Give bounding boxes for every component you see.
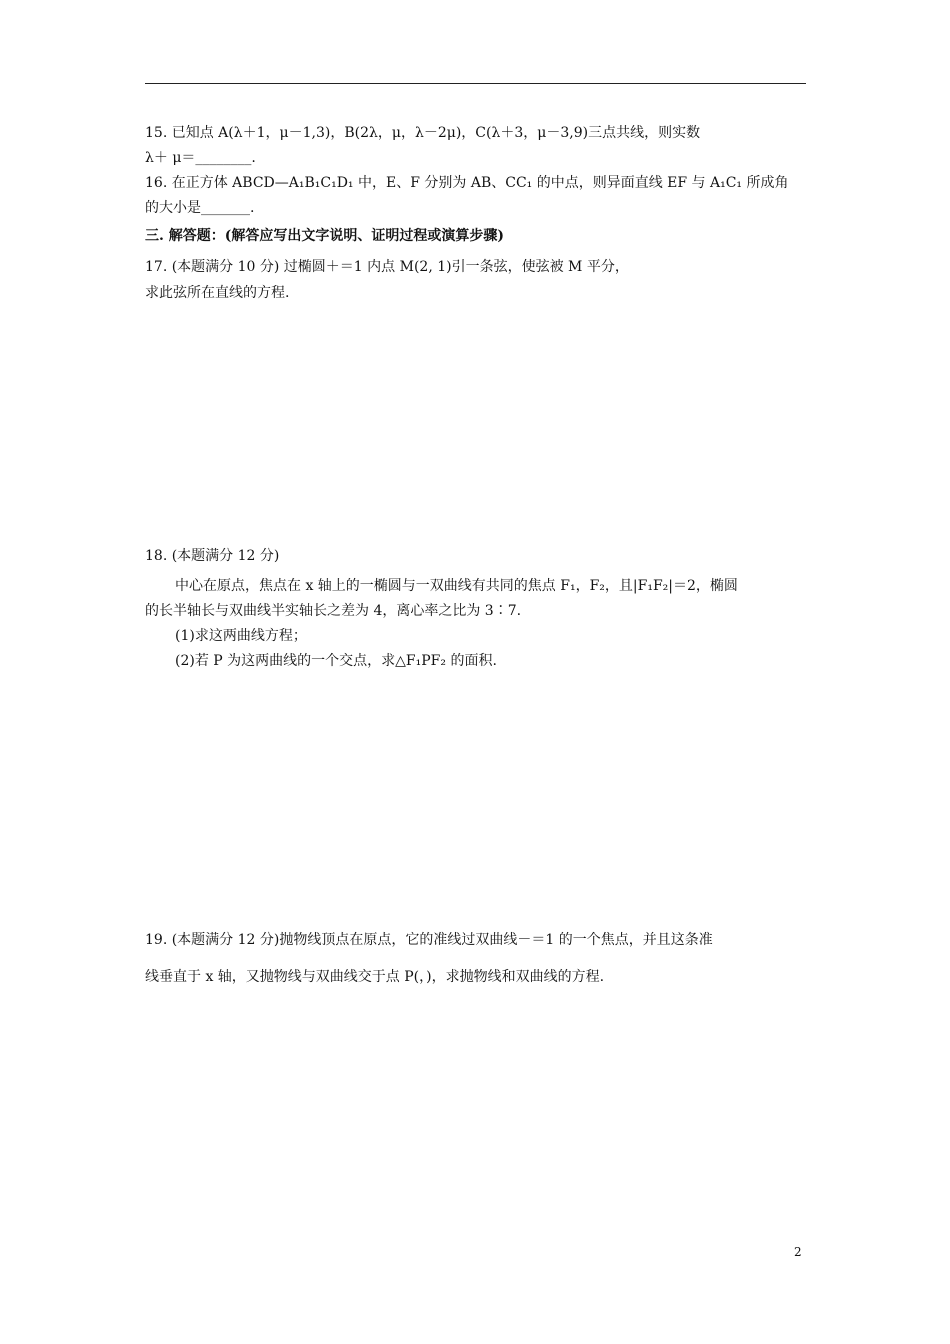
q15-line-1: 15. 已知点 A(λ＋1，μ－1,3)，B(2λ，μ，λ－2μ)，C(λ＋3，μ－3,9)三点共线，则实数 xyxy=(145,125,701,141)
q15-line-2: λ＋ μ＝________. xyxy=(145,150,256,166)
q17-line-1: 17. (本题满分 10 分) 过椭圆＋＝1 内点 M(2, 1)引一条弦，使弦被 M 平分， xyxy=(145,259,629,275)
section-heading: 三. 解答题：(解答应写出文字说明、证明过程或演算步骤) xyxy=(145,228,504,244)
header-rule xyxy=(145,83,806,84)
q19-line-1: 19. (本题满分 12 分)抛物线顶点在原点，它的准线过双曲线－＝1 的一个焦点，并且这条准 xyxy=(145,932,713,948)
q17-line-2: 求此弦所在直线的方程. xyxy=(145,285,290,301)
page-number: 2 xyxy=(794,1245,802,1259)
q18-line-2: 的长半轴长与双曲线半实轴长之差为 4，离心率之比为 3∶7. xyxy=(145,603,522,619)
q19-line-2: 线垂直于 x 轴，又抛物线与双曲线交于点 P(，)，求抛物线和双曲线的方程. xyxy=(145,969,605,985)
q18-part-2: (2)若 P 为这两曲线的一个交点，求△F₁PF₂ 的面积. xyxy=(175,653,497,669)
q18-line-1: 中心在原点，焦点在 x 轴上的一椭圆与一双曲线有共同的焦点 F₁，F₂，且|F₁F₂|＝2，椭圆 xyxy=(175,578,738,594)
q18-header: 18. (本题满分 12 分) xyxy=(145,548,280,564)
q16-line-1: 16. 在正方体 ABCD—A₁B₁C₁D₁ 中，E、F 分别为 AB、CC₁ 的中点，则异面直线 EF 与 A₁C₁ 所成角 xyxy=(145,175,789,191)
q16-line-2: 的大小是_______. xyxy=(145,200,255,216)
q18-part-1: (1)求这两曲线方程； xyxy=(175,628,307,644)
